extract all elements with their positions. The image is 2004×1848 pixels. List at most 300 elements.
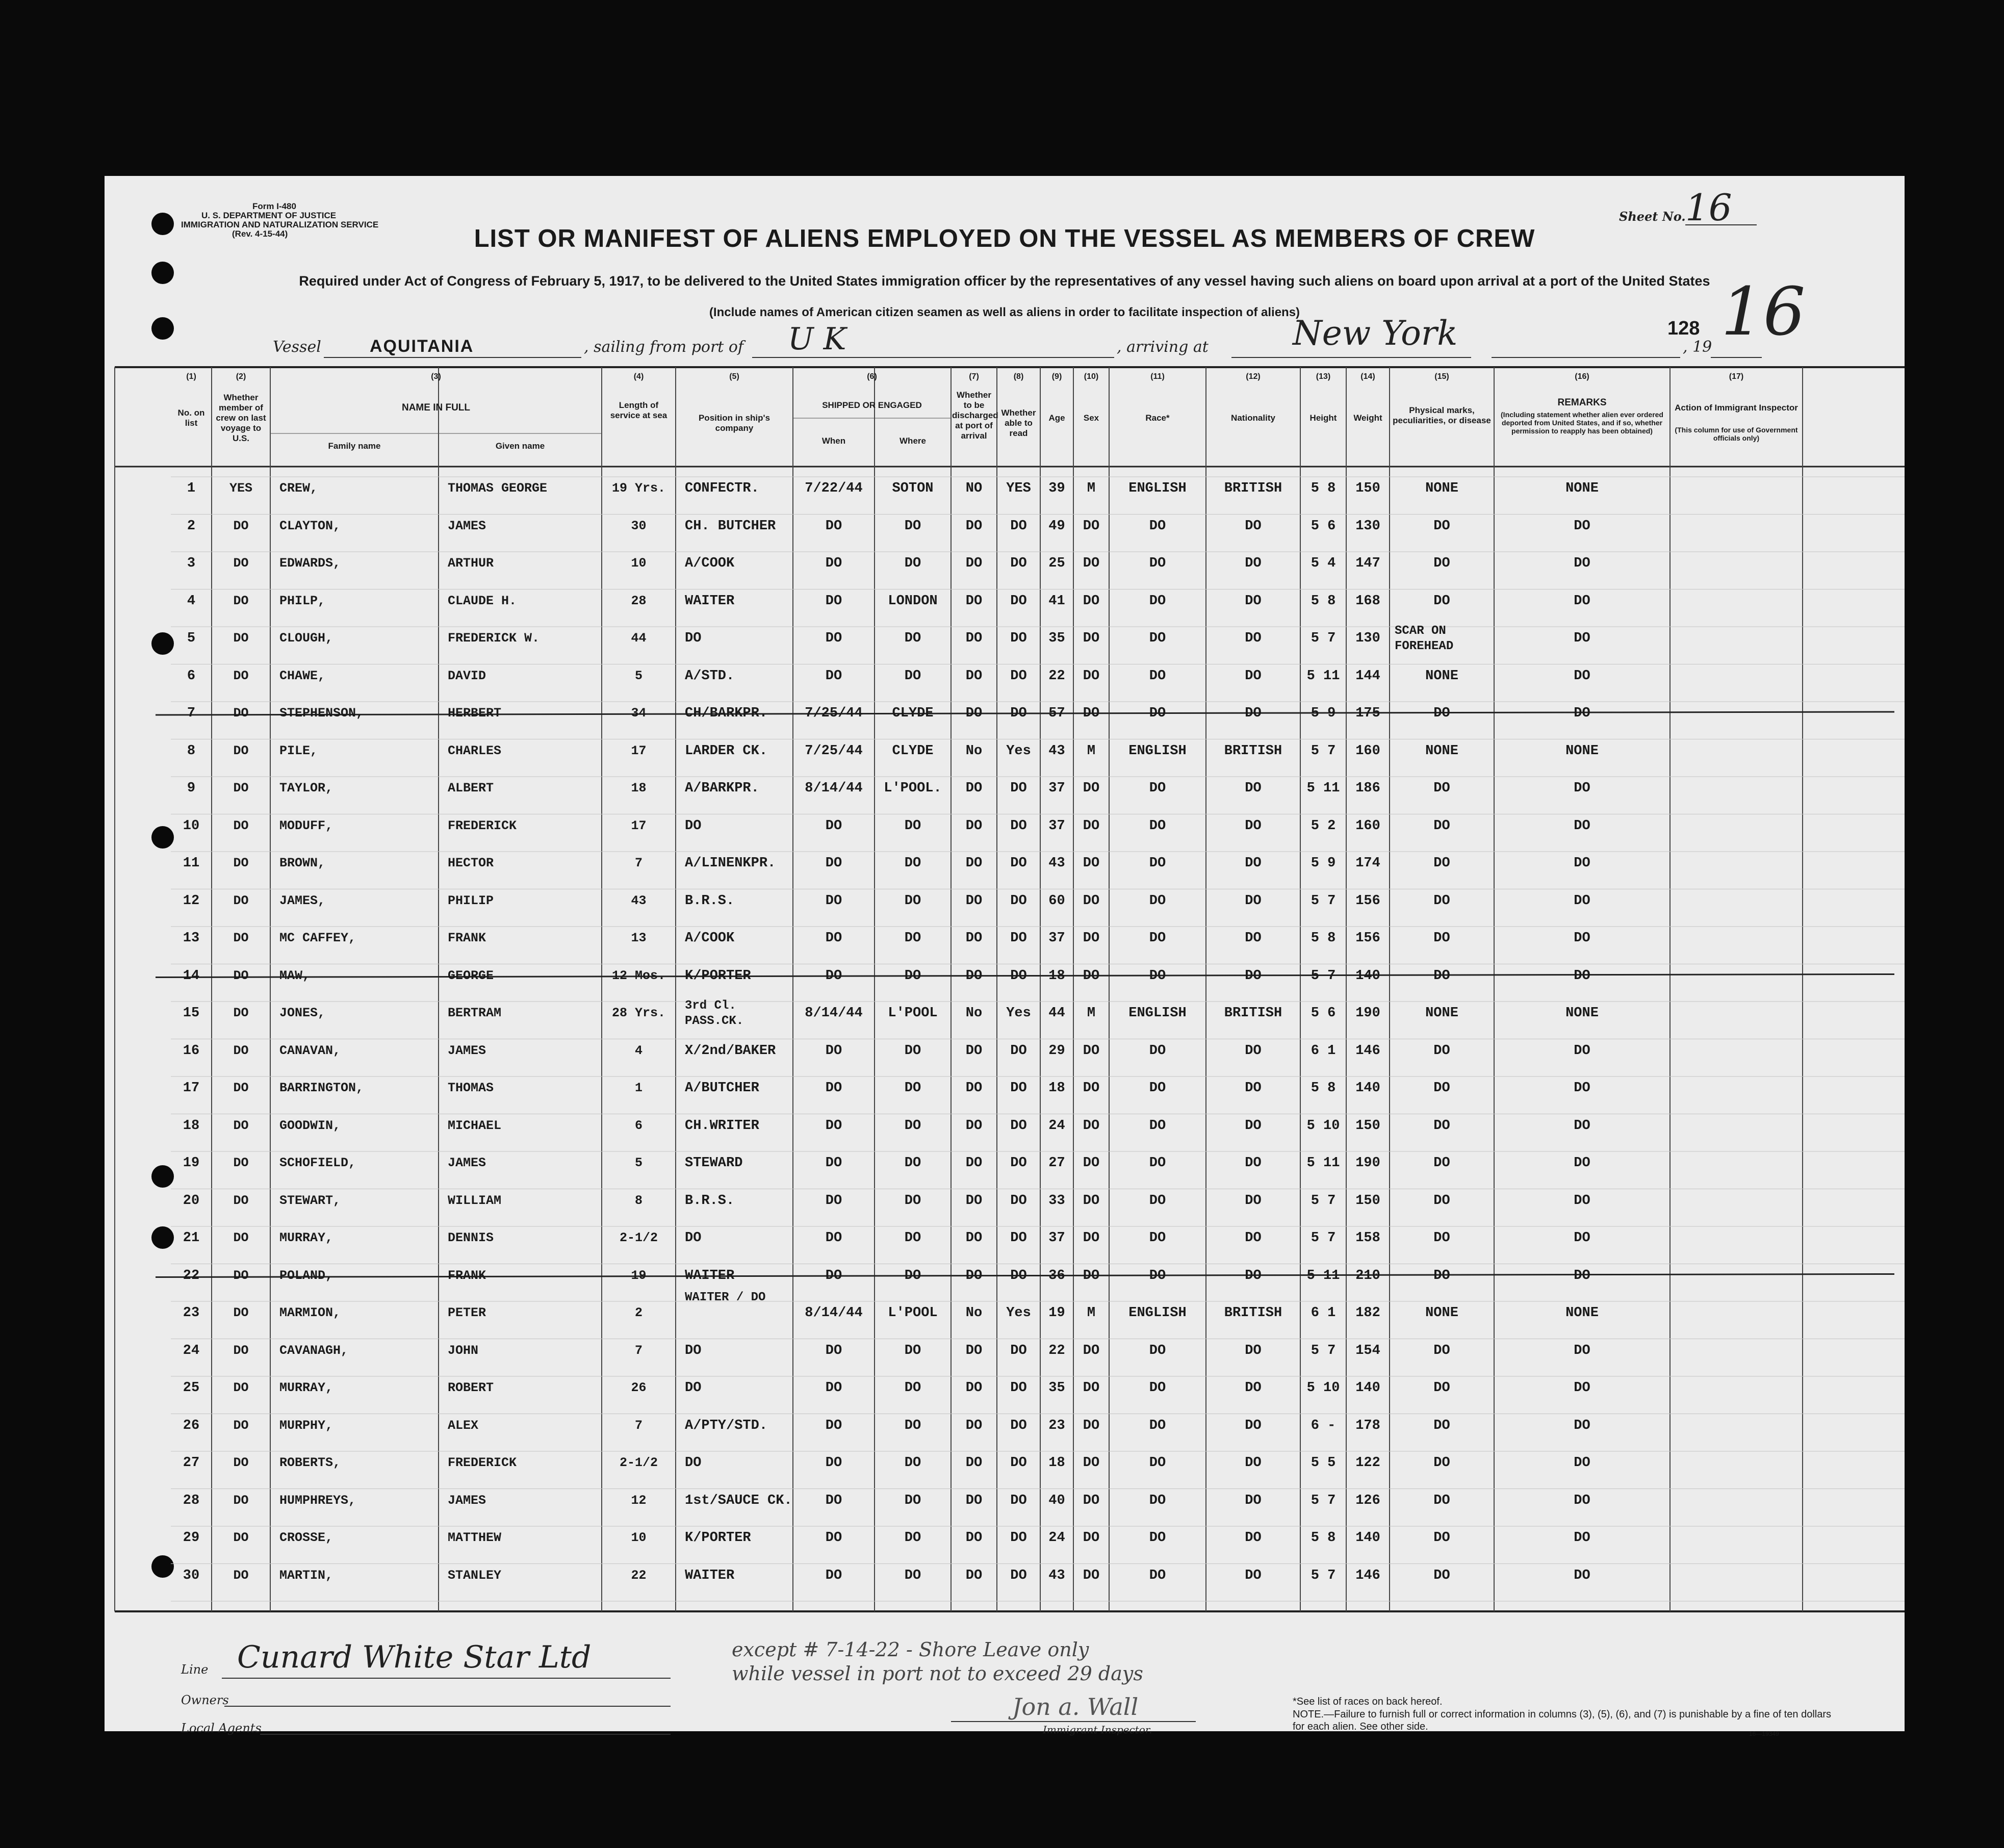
- cell-weight: 140: [1355, 968, 1380, 984]
- cell-no: 29: [183, 1530, 200, 1546]
- cell-prev: DO: [233, 1530, 249, 1545]
- cell-age: 60: [1048, 893, 1065, 909]
- cell-given: JAMES: [448, 1156, 486, 1170]
- cell-given: JAMES: [448, 1493, 486, 1508]
- cell-discharged: DO: [965, 706, 983, 721]
- cell-sex: DO: [1083, 593, 1100, 609]
- cell-family: CANAVAN,: [279, 1043, 341, 1058]
- cell-position: STEWARD: [685, 1156, 743, 1171]
- cell-no: 1: [187, 481, 196, 496]
- cell-height: 5 9: [1311, 706, 1336, 721]
- cell-weight: 130: [1355, 518, 1380, 534]
- cell-prev: DO: [233, 631, 249, 646]
- cell-remarks: DO: [1574, 781, 1590, 796]
- cell-prev: DO: [233, 1081, 249, 1095]
- cell-height: 5 11: [1306, 1268, 1340, 1284]
- cell-service: 34: [631, 706, 647, 721]
- cell-nationality: DO: [1245, 931, 1262, 946]
- cell-discharged: No: [965, 743, 983, 759]
- cell-race: DO: [1149, 1230, 1166, 1246]
- cell-service: 17: [631, 743, 647, 758]
- header-weight: Weight: [1353, 413, 1382, 423]
- cell-discharged: DO: [965, 1455, 983, 1471]
- cell-read: DO: [1010, 1568, 1027, 1583]
- cell-discharged: DO: [965, 1380, 983, 1396]
- cell-height: 5 10: [1306, 1118, 1340, 1134]
- header-discharged: Whether to be discharged at port of arrival: [952, 390, 998, 441]
- cell-no: 11: [183, 856, 200, 871]
- cell-remarks: DO: [1574, 1156, 1590, 1171]
- cell-race: DO: [1149, 893, 1166, 909]
- cell-nationality: DO: [1245, 1156, 1262, 1171]
- header-where: Where: [900, 436, 926, 446]
- cell-when: 8/14/44: [805, 1305, 863, 1321]
- cell-when: DO: [825, 518, 842, 534]
- cell-sex: DO: [1083, 1455, 1100, 1471]
- cell-prev: DO: [233, 1380, 249, 1395]
- cell-race: ENGLISH: [1128, 743, 1187, 759]
- cell-discharged: No: [965, 1006, 983, 1021]
- cell-marks: DO: [1433, 968, 1450, 984]
- cell-no: 5: [187, 631, 196, 646]
- cell-remarks: DO: [1574, 1043, 1590, 1059]
- cell-service: 10: [631, 1530, 647, 1545]
- cell-when: DO: [825, 968, 842, 984]
- cell-weight: 174: [1355, 856, 1380, 871]
- cell-race: DO: [1149, 1268, 1166, 1284]
- cell-discharged: DO: [965, 1568, 983, 1583]
- cell-when: DO: [825, 1230, 842, 1246]
- cell-sex: DO: [1083, 1418, 1100, 1433]
- races-note: *See list of races on back hereof.: [1293, 1696, 1443, 1707]
- cell-weight: 130: [1355, 631, 1380, 646]
- cell-service: 12 Mos.: [611, 968, 666, 983]
- cell-family: MC CAFFEY,: [279, 931, 356, 945]
- cell-position: CH.WRITER: [685, 1118, 759, 1134]
- cell-discharged: DO: [965, 1530, 983, 1546]
- cell-age: 35: [1048, 1380, 1065, 1396]
- cell-position: 1st/SAUCE CK.: [685, 1493, 792, 1508]
- cell-where: SOTON: [892, 481, 934, 496]
- cell-marks: NONE: [1425, 743, 1458, 759]
- cell-sex: DO: [1083, 1268, 1100, 1284]
- manifest-sheet: [105, 176, 1905, 1737]
- cell-marks: DO: [1433, 1268, 1450, 1284]
- cell-height: 5 11: [1306, 781, 1340, 796]
- cell-remarks: DO: [1574, 593, 1590, 609]
- cell-race: DO: [1149, 1118, 1166, 1134]
- header-inspector-note: (This column for use of Government officials only): [1675, 426, 1798, 442]
- column-number: (10): [1084, 372, 1099, 381]
- header-age: Age: [1048, 413, 1065, 423]
- cell-no: 30: [183, 1568, 200, 1583]
- cell-sex: DO: [1083, 1081, 1100, 1096]
- cell-weight: 156: [1355, 893, 1380, 909]
- cell-service: 26: [631, 1380, 647, 1395]
- cell-race: DO: [1149, 593, 1166, 609]
- form-revision: (Rev. 4-15-44): [232, 229, 288, 239]
- cell-family: TAYLOR,: [279, 781, 333, 795]
- cell-age: 49: [1048, 518, 1065, 534]
- cell-prev: DO: [233, 818, 249, 833]
- cell-race: DO: [1149, 1455, 1166, 1471]
- cell-where: DO: [904, 856, 921, 871]
- cell-marks: DO: [1433, 556, 1450, 571]
- cell-weight: 156: [1355, 931, 1380, 946]
- cell-no: 6: [187, 668, 196, 684]
- cell-family: CROSSE,: [279, 1530, 333, 1545]
- header-sex: Sex: [1083, 413, 1099, 423]
- cell-position: 3rd Cl. PASS.CK.: [685, 999, 744, 1028]
- column-number: (11): [1150, 372, 1165, 381]
- cell-position: K/PORTER: [685, 1530, 751, 1546]
- cell-where: DO: [904, 1380, 921, 1396]
- cell-nationality: DO: [1245, 818, 1262, 834]
- cell-nationality: BRITISH: [1224, 743, 1282, 759]
- cell-age: 44: [1048, 1006, 1065, 1021]
- cell-race: ENGLISH: [1128, 1305, 1187, 1321]
- cell-remarks: DO: [1574, 556, 1590, 571]
- cell-read: Yes: [1006, 1305, 1031, 1321]
- cell-service: 6: [634, 1118, 643, 1133]
- cell-read: DO: [1010, 631, 1027, 646]
- vessel-label: Vessel: [273, 338, 321, 356]
- vessel-name: AQUITANIA: [370, 337, 474, 356]
- cell-age: 37: [1048, 818, 1065, 834]
- cell-given: CHARLES: [448, 743, 502, 758]
- cell-service: 19: [631, 1268, 647, 1283]
- cell-where: DO: [904, 631, 921, 646]
- cell-remarks: DO: [1574, 1268, 1590, 1284]
- cell-marks: DO: [1433, 1530, 1450, 1546]
- cell-service: 10: [631, 556, 647, 571]
- cell-no: 10: [183, 818, 200, 834]
- cell-position: A/BUTCHER: [685, 1081, 759, 1096]
- cell-prev: DO: [233, 1418, 249, 1433]
- cell-where: DO: [904, 1493, 921, 1508]
- cell-sex: M: [1087, 743, 1096, 759]
- cell-height: 5 8: [1311, 931, 1336, 946]
- cell-marks: DO: [1433, 818, 1450, 834]
- cell-service: 7: [634, 1343, 643, 1358]
- cell-sex: DO: [1083, 968, 1100, 984]
- cell-when: DO: [825, 931, 842, 946]
- cell-family: CAVANAGH,: [279, 1343, 349, 1358]
- cell-where: L'POOL.: [884, 781, 942, 796]
- cell-remarks: NONE: [1565, 743, 1599, 759]
- cell-position: CH. BUTCHER: [685, 518, 776, 534]
- cell-marks: NONE: [1425, 668, 1458, 684]
- cell-given: ALBERT: [448, 781, 494, 795]
- cell-height: 5 11: [1306, 668, 1340, 684]
- cell-where: DO: [904, 1118, 921, 1134]
- cell-marks: DO: [1433, 1493, 1450, 1508]
- cell-weight: 154: [1355, 1343, 1380, 1358]
- page-code: 128: [1667, 318, 1700, 339]
- cell-where: CLYDE: [892, 706, 934, 721]
- cell-no: 22: [183, 1268, 200, 1284]
- cell-prev: DO: [233, 1343, 249, 1358]
- cell-sex: DO: [1083, 1343, 1100, 1358]
- cell-race: DO: [1149, 968, 1166, 984]
- cell-service: 7: [634, 856, 643, 870]
- cell-where: DO: [904, 1043, 921, 1059]
- cell-nationality: BRITISH: [1224, 1305, 1282, 1321]
- cell-discharged: DO: [965, 781, 983, 796]
- column-number: (4): [633, 372, 644, 381]
- header-able-to-read: Whether able to read: [1001, 408, 1036, 438]
- cell-remarks: DO: [1574, 518, 1590, 534]
- cell-nationality: DO: [1245, 593, 1262, 609]
- cell-age: 22: [1048, 668, 1065, 684]
- cell-when: DO: [825, 856, 842, 871]
- sailing-label: , sailing from port of: [584, 338, 744, 356]
- cell-race: DO: [1149, 631, 1166, 646]
- cell-weight: 140: [1355, 1081, 1380, 1096]
- cell-marks: SCAR ON FOREHEAD: [1395, 624, 1454, 653]
- cell-family: CLOUGH,: [279, 631, 333, 646]
- cell-service: 19 Yrs.: [611, 481, 666, 496]
- cell-height: 6 1: [1311, 1043, 1336, 1059]
- shore-leave-note-1: except # 7-14-22 - Shore Leave only: [732, 1638, 1089, 1661]
- cell-service: 28 Yrs.: [611, 1006, 666, 1020]
- cell-read: DO: [1010, 781, 1027, 796]
- cell-given: HECTOR: [448, 856, 494, 870]
- cell-height: 5 7: [1311, 1568, 1336, 1583]
- cell-where: DO: [904, 1081, 921, 1096]
- cell-family: POLAND,: [279, 1268, 333, 1283]
- cell-prev: DO: [233, 1493, 249, 1508]
- cell-weight: 147: [1355, 556, 1380, 571]
- header-nationality: Nationality: [1231, 413, 1275, 423]
- cell-no: 14: [183, 968, 200, 984]
- arriving-label: , arriving at: [1117, 338, 1209, 356]
- cell-marks: DO: [1433, 1380, 1450, 1396]
- cell-nationality: BRITISH: [1224, 481, 1282, 496]
- cell-race: DO: [1149, 781, 1166, 796]
- cell-position: A/STD.: [685, 668, 735, 684]
- cell-no: 4: [187, 593, 196, 609]
- cell-weight: 160: [1355, 818, 1380, 834]
- cell-prev: DO: [233, 593, 249, 608]
- cell-no: 19: [183, 1156, 200, 1171]
- column-number: (9): [1051, 372, 1062, 381]
- cell-discharged: DO: [965, 931, 983, 946]
- cell-age: 18: [1048, 968, 1065, 984]
- cell-given: FREDERICK: [448, 818, 517, 833]
- cell-when: DO: [825, 1343, 842, 1358]
- cell-given: FREDERICK: [448, 1455, 517, 1470]
- cell-nationality: DO: [1245, 1118, 1262, 1134]
- cell-weight: 144: [1355, 668, 1380, 684]
- cell-position: A/COOK: [685, 556, 735, 571]
- cell-sex: DO: [1083, 856, 1100, 871]
- cell-remarks: DO: [1574, 1343, 1590, 1358]
- owners-label: Owners: [181, 1693, 229, 1707]
- cell-marks: DO: [1433, 1343, 1450, 1358]
- cell-age: 39: [1048, 481, 1065, 496]
- cell-read: DO: [1010, 1380, 1027, 1396]
- cell-sex: M: [1087, 1305, 1096, 1321]
- cell-read: YES: [1006, 481, 1031, 496]
- cell-family: JONES,: [279, 1006, 326, 1020]
- cell-position: DO: [685, 1455, 702, 1471]
- cell-marks: NONE: [1425, 481, 1458, 496]
- cell-race: DO: [1149, 931, 1166, 946]
- cell-service: 1: [634, 1081, 643, 1095]
- cell-sex: DO: [1083, 518, 1100, 534]
- cell-given: HERBERT: [448, 706, 502, 721]
- cell-discharged: DO: [965, 856, 983, 871]
- cell-weight: 168: [1355, 593, 1380, 609]
- cell-service: 43: [631, 893, 647, 908]
- cell-service: 17: [631, 818, 647, 833]
- cell-race: DO: [1149, 1493, 1166, 1508]
- cell-weight: 150: [1355, 1193, 1380, 1209]
- department-name: U. S. DEPARTMENT OF JUSTICE: [201, 211, 337, 220]
- cell-height: 5 5: [1311, 1455, 1336, 1471]
- cell-given: BERTRAM: [448, 1006, 502, 1020]
- cell-when: DO: [825, 893, 842, 909]
- cell-position: A/COOK: [685, 931, 735, 946]
- cell-marks: DO: [1433, 1568, 1450, 1583]
- cell-family: HUMPHREYS,: [279, 1493, 356, 1508]
- page-number-handwritten: 16: [1721, 273, 1806, 350]
- form-instruction: (Include names of American citizen seamen as well as aliens in order to facilitate inspection of aliens): [709, 305, 1300, 319]
- cell-where: DO: [904, 1568, 921, 1583]
- cell-prev: DO: [233, 1230, 249, 1245]
- cell-prev: DO: [233, 1455, 249, 1470]
- cell-age: 37: [1048, 781, 1065, 796]
- cell-marks: DO: [1433, 1230, 1450, 1246]
- cell-age: 41: [1048, 593, 1065, 609]
- cell-sex: DO: [1083, 818, 1100, 834]
- cell-age: 36: [1048, 1268, 1065, 1284]
- cell-marks: NONE: [1425, 1006, 1458, 1021]
- cell-nationality: BRITISH: [1224, 1006, 1282, 1021]
- cell-sex: DO: [1083, 781, 1100, 796]
- header-length-of-service: Length of service at sea: [610, 400, 667, 420]
- cell-family: STEWART,: [279, 1193, 341, 1208]
- cell-remarks: DO: [1574, 931, 1590, 946]
- cell-read: DO: [1010, 1118, 1027, 1134]
- column-number: (12): [1246, 372, 1261, 381]
- cell-race: DO: [1149, 1043, 1166, 1059]
- cell-discharged: DO: [965, 1418, 983, 1433]
- column-number: (15): [1434, 372, 1449, 381]
- cell-position: WAITER: [685, 593, 735, 609]
- cell-age: 43: [1048, 1568, 1065, 1583]
- cell-height: 5 7: [1311, 1493, 1336, 1508]
- cell-discharged: DO: [965, 1156, 983, 1171]
- cell-height: 5 7: [1311, 1193, 1336, 1209]
- cell-when: 7/25/44: [805, 743, 863, 759]
- cell-given: JOHN: [448, 1343, 479, 1358]
- cell-nationality: DO: [1245, 706, 1262, 721]
- cell-age: 37: [1048, 1230, 1065, 1246]
- cell-prev: DO: [233, 743, 249, 758]
- cell-weight: 150: [1355, 1118, 1380, 1134]
- cell-given: DENNIS: [448, 1230, 494, 1245]
- cell-remarks: DO: [1574, 1530, 1590, 1546]
- cell-position: DO: [685, 1380, 702, 1396]
- sailing-port: U K: [788, 321, 846, 357]
- cell-when: DO: [825, 556, 842, 571]
- cell-weight: 150: [1355, 481, 1380, 496]
- column-number: (1): [186, 372, 196, 381]
- cell-race: DO: [1149, 1193, 1166, 1209]
- cell-prev: DO: [233, 706, 249, 721]
- year-label: , 19: [1683, 338, 1712, 356]
- service-name: IMMIGRATION AND NATURALIZATION SERVICE: [181, 220, 379, 229]
- cell-age: 43: [1048, 743, 1065, 759]
- column-number: (5): [729, 372, 739, 381]
- cell-position: B.R.S.: [685, 1193, 735, 1209]
- cell-nationality: DO: [1245, 781, 1262, 796]
- line-label: Line: [181, 1662, 209, 1677]
- cell-where: DO: [904, 1230, 921, 1246]
- cell-nationality: DO: [1245, 1193, 1262, 1209]
- cell-where: DO: [904, 556, 921, 571]
- column-number: (7): [969, 372, 979, 381]
- cell-weight: 140: [1355, 1530, 1380, 1546]
- cell-family: MARTIN,: [279, 1568, 333, 1583]
- cell-discharged: DO: [965, 1493, 983, 1508]
- cell-age: 23: [1048, 1418, 1065, 1433]
- cell-nationality: DO: [1245, 556, 1262, 571]
- cell-position: B.R.S.: [685, 893, 735, 909]
- cell-weight: 140: [1355, 1380, 1380, 1396]
- cell-race: ENGLISH: [1128, 1006, 1187, 1021]
- cell-height: 5 2: [1311, 818, 1336, 834]
- cell-height: 5 9: [1311, 856, 1336, 871]
- cell-discharged: DO: [965, 1343, 983, 1358]
- cell-position: X/2nd/BAKER: [685, 1043, 776, 1059]
- cell-sex: DO: [1083, 893, 1100, 909]
- header-remarks-detail: (Including statement whether alien ever ordered deported from United States, and if so, whether permission to reapply has been obtained): [1501, 410, 1663, 435]
- cell-family: PILE,: [279, 743, 318, 758]
- cell-height: 5 6: [1311, 1006, 1336, 1021]
- cell-service: 12: [631, 1493, 647, 1508]
- cell-weight: 126: [1355, 1493, 1380, 1508]
- header-height: Height: [1309, 413, 1337, 423]
- sheet-number: 16: [1685, 186, 1732, 229]
- cell-read: DO: [1010, 893, 1027, 909]
- cell-remarks: DO: [1574, 856, 1590, 871]
- cell-where: DO: [904, 1156, 921, 1171]
- cell-remarks: DO: [1574, 631, 1590, 646]
- arrival-port: New York: [1293, 314, 1458, 353]
- cell-read: Yes: [1006, 1006, 1031, 1021]
- cell-given: ARTHUR: [448, 556, 494, 571]
- cell-family: EDWARDS,: [279, 556, 341, 571]
- cell-height: 5 8: [1311, 1530, 1336, 1546]
- header-list-number: No. on list: [177, 408, 205, 428]
- cell-service: 8: [634, 1193, 643, 1208]
- cell-remarks: NONE: [1565, 1305, 1599, 1321]
- cell-position: LARDER CK.: [685, 743, 768, 759]
- cell-sex: M: [1087, 481, 1096, 496]
- cell-weight: 190: [1355, 1156, 1380, 1171]
- cell-sex: DO: [1083, 1043, 1100, 1059]
- cell-prev: DO: [233, 893, 249, 908]
- cell-service: 44: [631, 631, 647, 646]
- cell-where: DO: [904, 1530, 921, 1546]
- cell-remarks: DO: [1574, 1081, 1590, 1096]
- cell-height: 5 7: [1311, 893, 1336, 909]
- cell-no: 23: [183, 1305, 200, 1321]
- cell-read: DO: [1010, 968, 1027, 984]
